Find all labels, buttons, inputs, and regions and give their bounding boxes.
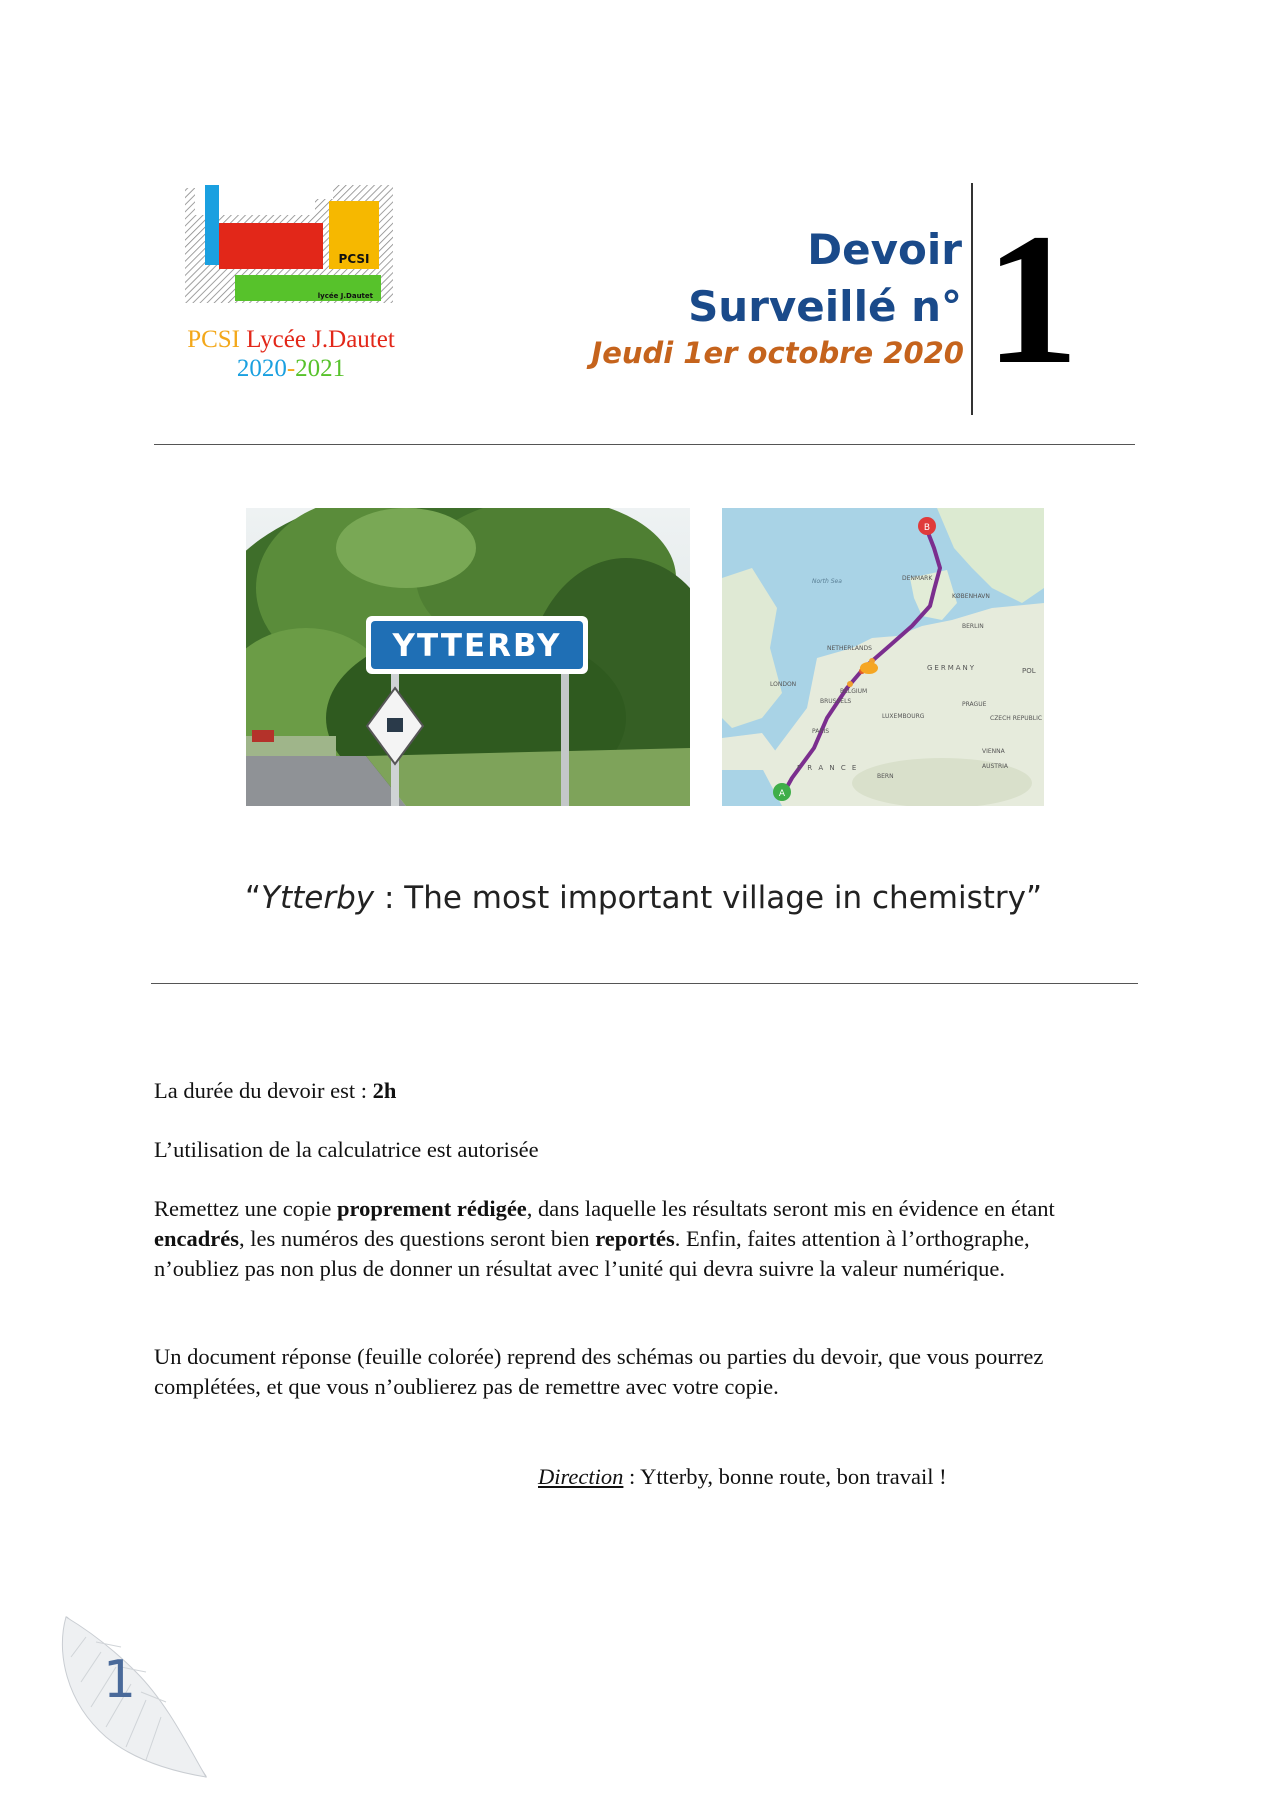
- duration-value: 2h: [372, 1078, 397, 1103]
- p3-bold-f: reportés: [595, 1226, 675, 1251]
- year-sep: -: [286, 355, 296, 382]
- school-name: [176, 326, 406, 354]
- label-belgium: BELGIUM: [840, 688, 868, 695]
- label-vienna: VIENNA: [982, 748, 1005, 755]
- duration-label: La durée du devoir est :: [154, 1078, 373, 1103]
- subtitle-quote: [150, 880, 1137, 916]
- pcsi-logo: [183, 185, 393, 305]
- label-berlin: BERLIN: [962, 623, 984, 630]
- label-poland: POL: [1022, 667, 1036, 675]
- p3-bold-b: proprement rédigée: [337, 1196, 527, 1221]
- p3-part-a: Remettez une copie: [154, 1196, 338, 1221]
- ytterby-sign-photo: [246, 508, 690, 806]
- bottom-rule: [151, 983, 1138, 984]
- label-denmark: DENMARK: [902, 575, 933, 582]
- label-luxembourg: LUXEMBOURG: [882, 713, 925, 720]
- route-map: [722, 508, 1044, 806]
- label-north-sea: North Sea: [812, 578, 842, 585]
- label-prague: PRAGUE: [962, 701, 987, 708]
- marker-b: B: [923, 523, 931, 533]
- label-germany: GERMANY: [927, 664, 977, 672]
- label-austria: AUSTRIA: [982, 763, 1009, 770]
- sign-text: YTTERBY: [392, 628, 562, 664]
- label-netherlands: NETHERLANDS: [827, 645, 872, 652]
- marker-a: A: [778, 789, 786, 799]
- closing-line: [538, 1462, 947, 1492]
- quote-open: “: [244, 880, 262, 916]
- quote-rest: : The most important village in chemistry”: [374, 880, 1043, 916]
- direction-text: : Ytterby, bonne route, bon travail !: [623, 1464, 947, 1489]
- calculator-line: L’utilisation de la calculatrice est autorisée: [154, 1137, 539, 1162]
- label-brussels: BRUSSELS: [820, 698, 852, 705]
- logo-subtext: lycée J.Dautet: [317, 292, 373, 300]
- label-paris: PARIS: [812, 728, 830, 735]
- p3-part-e: , les numéros des questions seront bien: [238, 1226, 596, 1251]
- school-year: [176, 355, 406, 383]
- p3-part-c: , dans laquelle les résultats seront mis en évidence en étant: [526, 1196, 1055, 1221]
- direction-label: Direction: [538, 1464, 624, 1489]
- school-prefix: PCSI: [187, 326, 240, 353]
- school-lycee: Lycée J.Dautet: [246, 326, 395, 353]
- p3-part-g: . Enfin, faites attention à l’orthographe, n’oubliez pas non plus de donner un résultat avec l’unité qui devra suivre la valeur numérique.: [154, 1226, 1030, 1281]
- label-czech: CZECH REPUBLIC: [990, 715, 1043, 722]
- p3-bold-d: encadrés: [154, 1226, 239, 1251]
- quote-village: Ytterby: [261, 880, 375, 916]
- title-divider: [971, 183, 973, 415]
- exam-date: Jeudi 1er octobre 2020: [591, 336, 964, 370]
- label-bern: BERN: [877, 773, 894, 780]
- label-france: F R A N C E: [797, 764, 859, 772]
- duration-line: [154, 1076, 1114, 1106]
- label-copenhagen: KØBENHAVN: [952, 593, 990, 600]
- year-end: 2021: [295, 355, 346, 382]
- answer-sheet-paragraph: Un document réponse (feuille colorée) reprend des schémas ou parties du devoir, que vous pourrez complétées, et que vous n’oublierez pas de remettre avec votre copie.: [154, 1344, 1044, 1399]
- title-devoir: Devoir: [807, 225, 962, 274]
- instructions-paragraph: [154, 1194, 1114, 1284]
- exam-number: 1: [985, 194, 1079, 403]
- top-rule: [154, 444, 1135, 445]
- title-surveille: Surveillé n°: [688, 282, 962, 331]
- year-start: 2020: [236, 355, 287, 382]
- logo-badge: PCSI: [338, 252, 370, 266]
- page-number: 1: [103, 1650, 137, 1710]
- label-london: LONDON: [770, 681, 797, 688]
